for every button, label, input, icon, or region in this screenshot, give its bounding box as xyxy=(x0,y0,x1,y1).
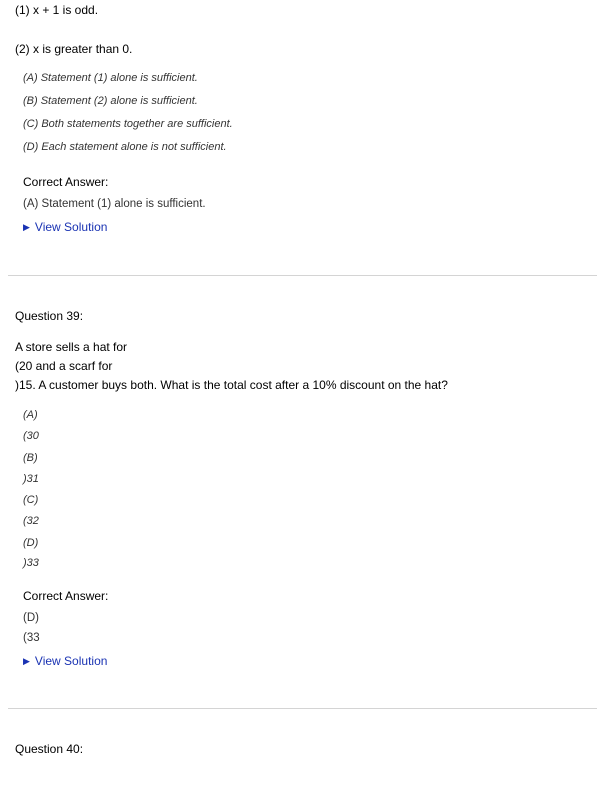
q38-option-c: (C) Both statements together are sufficient. xyxy=(23,118,233,130)
q39-heading: Question 39: xyxy=(15,309,84,323)
q39-option-c-letter: (C) xyxy=(23,494,39,506)
q38-option-d: (D) Each statement alone is not sufficient. xyxy=(23,141,227,153)
q38-statement-1: (1) x + 1 is odd. xyxy=(15,3,99,17)
q39-view-solution-label: View Solution xyxy=(34,654,108,668)
q39-correct-answer-letter: (D) xyxy=(23,612,39,624)
q40-heading: Question 40: xyxy=(15,742,84,756)
q38-option-a: (A) Statement (1) alone is sufficient. xyxy=(23,72,198,84)
q39-question-line-1: A store sells a hat for xyxy=(15,340,128,354)
q38-view-solution-label: View Solution xyxy=(34,220,108,234)
q39-option-b-letter: (B) xyxy=(23,452,38,464)
triangle-right-icon: ▶ xyxy=(23,222,30,232)
q38-correct-answer-label: Correct Answer: xyxy=(23,175,109,189)
q39-option-d-letter: (D) xyxy=(23,537,39,549)
q39-correct-answer-value: (33 xyxy=(23,632,40,644)
q39-correct-answer-label: Correct Answer: xyxy=(23,589,109,603)
q39-question-line-2: (20 and a scarf for xyxy=(15,359,113,373)
triangle-right-icon: ▶ xyxy=(23,656,30,666)
q38-statement-2: (2) x is greater than 0. xyxy=(15,42,133,56)
q38-view-solution-toggle[interactable] xyxy=(23,220,107,234)
q39-view-solution-toggle[interactable] xyxy=(23,654,107,668)
q39-question-line-3: )15. A customer buys both. What is the total cost after a 10% discount on the hat? xyxy=(15,378,448,392)
q39-option-a-value: (30 xyxy=(23,430,39,442)
question-divider-39 xyxy=(8,708,597,709)
q39-option-a-letter: (A) xyxy=(23,409,38,421)
q39-option-b-value: )31 xyxy=(23,473,39,485)
q39-option-c-value: (32 xyxy=(23,515,39,527)
q38-correct-answer-value: (A) Statement (1) alone is sufficient. xyxy=(23,198,206,210)
q39-option-d-value: )33 xyxy=(23,557,39,569)
q38-option-b: (B) Statement (2) alone is sufficient. xyxy=(23,95,198,107)
question-divider-38 xyxy=(8,275,597,276)
